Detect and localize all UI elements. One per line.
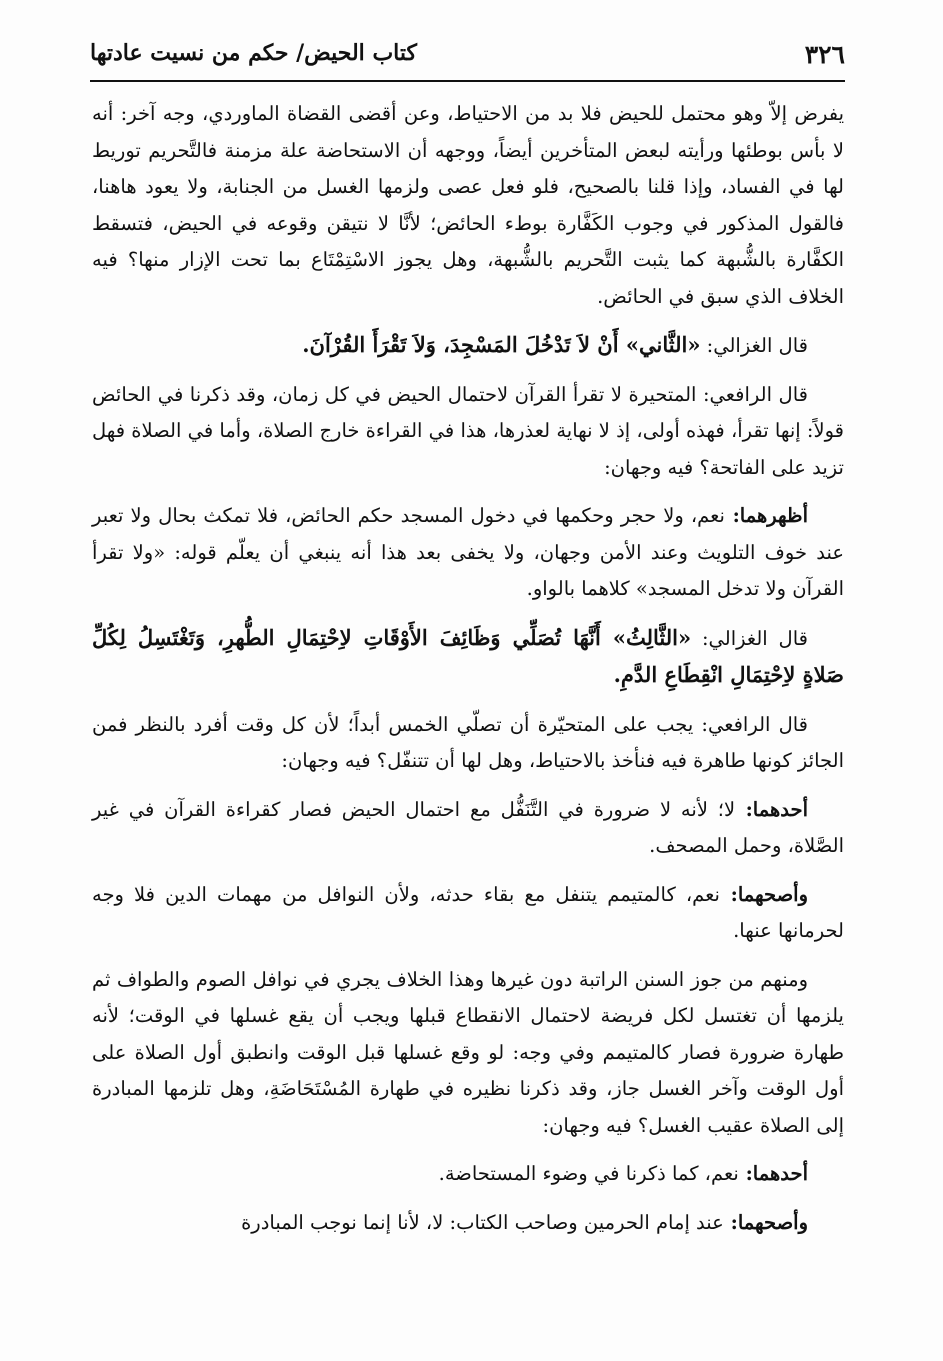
paragraph: أحدهما: نعم، كما ذكرنا في وضوء المستحاضة. (438, 1162, 808, 1185)
lead-word: أظهرهما: (724, 504, 808, 527)
page-header (90, 38, 845, 78)
paragraph: ومنهم من جوز السنن الراتبة دون غيرها وهذا الخلاف يجري في نوافل الصوم والطواف ثم يلزمها أن تغتسل لكل فريضة لاحتمال الانقطاع قبلها ويجب أن يقع غسلها في الوقت؛ لأنه طهارة ضرورة فصار كالمتيمم وفي وجه: لو وقع غسلها قبل الوقت وانطبق أول الصلاة على أول الوقت وآخر الغسل جاز، وقد ذكرنا نظيره في طهارة المُسْتَحَاضَةِ، وهل تلزمها المبادرة إلى الصلاة عقيب الغسل؟ فيه وجهان: (92, 967, 844, 1137)
lead-word: وأصحهما: (719, 882, 809, 906)
page-number: ٣٢٦ (804, 40, 845, 69)
lead-word: أحدهما: (738, 1162, 808, 1185)
paragraph: أظهرهما: نعم، ولا حجر وحكمها في دخول المسجد حكم الحائض، فلا تمكث بحال ولا تعبر عند خوف التلويث وعند الأمن وجهان، ولا يخفى بعد هذا أنه ينبغي أن يعلّم قوله: «ولا تقرأ القرآن ولا تدخل المسجد» كلاهما بالواو. (92, 504, 844, 600)
lead-word: وأصحهما: (723, 1210, 808, 1234)
quote-text: «الثَّالِثُ» أَنَّهَا تُصَلِّي وَظَائِفَ الأَوْقَاتِ لاِحْتِمَالِ الطُّهرِ، وَتَغْتَسِلُ لِكُلِّ صَلاةٍ لاِحْتِمَالِ انْقِطَاعِ الدَّمِ. (92, 624, 844, 687)
page-body (92, 96, 844, 1253)
quote-text: «الثَّاني» أَنْ لاَ تَدْخُلَ المَسْجِدَ، وَلاَ تَقْرَأَ القُرْآنَ. (302, 332, 701, 357)
paragraph: وأصحهما: عند إمام الحرمين وصاحب الكتاب: لا، لأنا إنما نوجب المبادرة (241, 1210, 808, 1234)
running-title: كتاب الحيض/ حكم من نسيت عادتها (90, 40, 417, 66)
paragraph: قال الرافعي: المتحيرة لا تقرأ القرآن لاحتمال الحيض في كل زمان، وقد ذكرنا في الحائض قولاً: إنها تقرأ، فهذه أولى، إذ لا نهاية لعذرها، هذا في القراءة خارج الصلاة، وأما في الصلاة فهل تزيد على الفاتحة؟ فيه وجهان: (92, 382, 844, 479)
paragraph: يفرض إلاّ وهو محتمل للحيض فلا بد من الاحتياط، وعن أقضى القضاة الماوردي، وجه آخر: أنه لا بأس بوطئها ورأيته لبعض المتأخرين أيضاً، ووجهه أن الاستحاضة علة مزمنة فالتَّحريم توريط لها في الفساد، وإذا قلنا بالصحيح، فلو فعل عصى ولزمها الغسل من الجنابة، ولا يعود هاهنا، فالقول المذكور في وجوب الكَفَّارة بوطء الحائض؛ لأنَّا لا نتيقن وقوعه في الحيض، فتسقط الكفَّارة بالشُّبهة كما يثبت التَّحريم بالشُّبهة، وهل يجوز الاسْتِمْتَاع بما تحت الإزار منها؟ فيه الخلاف الذي سبق في الحائض. (92, 102, 844, 308)
paragraph: أحدهما: لا؛ لأنه لا ضرورة في التَّنَفُّل مع احتمال الحيض فصار كقراءة القرآن في غير الصَّلاة، وحمل المصحف. (92, 797, 844, 857)
lead-word: أحدهما: (735, 797, 808, 821)
speaker: قال الغزالي: (700, 334, 808, 357)
header-rule (90, 80, 845, 82)
paragraph: وأصحهما: نعم، كالمتيمم يتنفل مع بقاء حدثه، ولأن النوافل من مهمات الدين فلا وجه لحرمانها عنها. (92, 882, 844, 942)
paragraph: قال الرافعي: يجب على المتحيّرة أن تصلّي الخمس أبداً؛ لأن كل وقت أفرد بالنظر فمن الجائز كونها طاهرة فيه فنأخذ بالاحتياط، وهل لها أن تتنفّل؟ فيه وجهان: (92, 712, 844, 772)
ghazali-quote (92, 327, 844, 365)
speaker: قال الغزالي: (691, 626, 808, 650)
ghazali-quote (92, 620, 844, 695)
